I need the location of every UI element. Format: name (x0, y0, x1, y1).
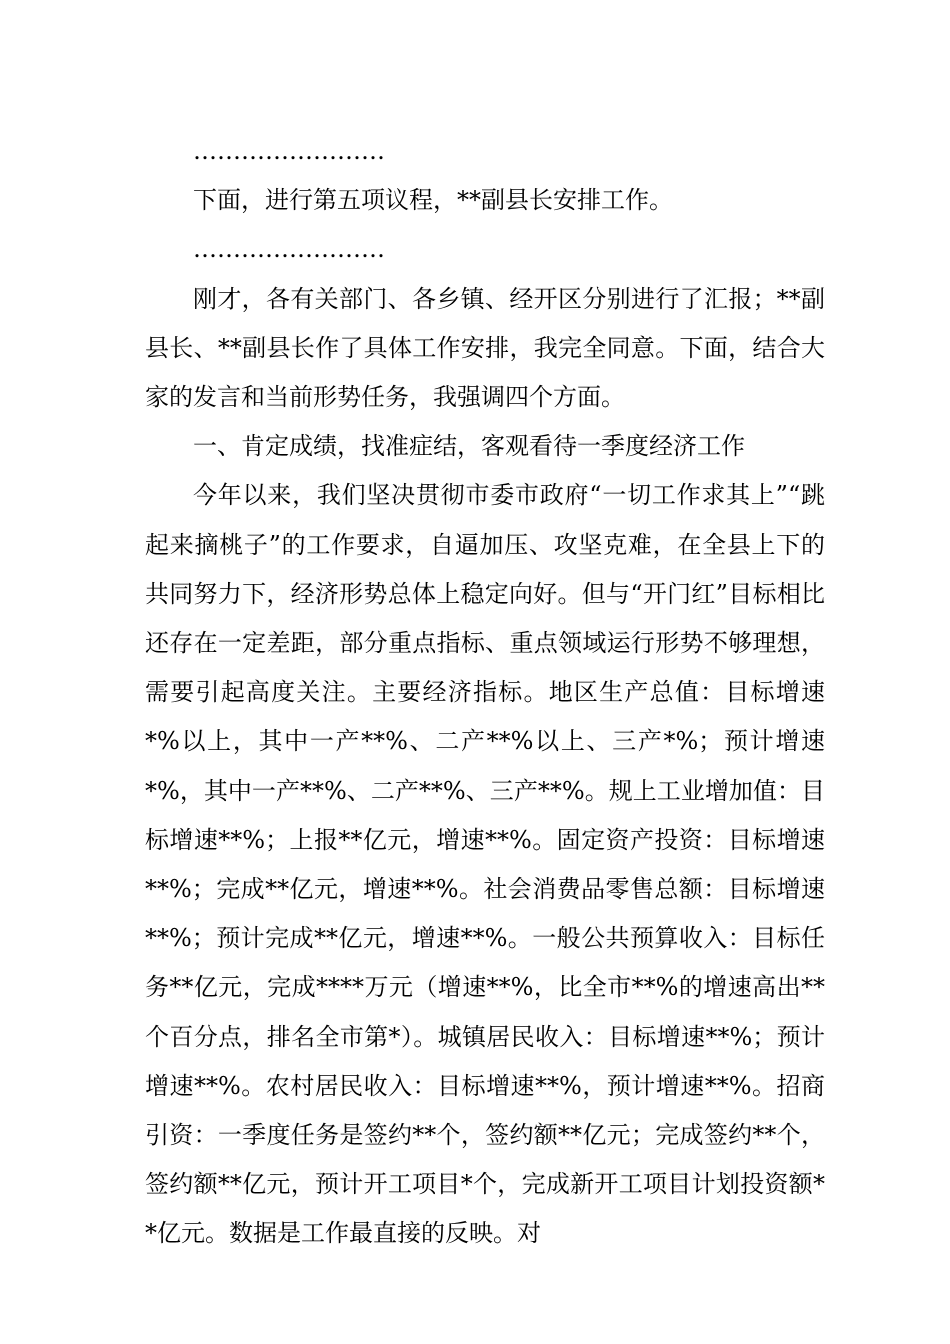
agenda-item-five: 下面，进行第五项议程，**副县长安排工作。 (193, 186, 673, 215)
ellipsis-separator: …………………… (193, 235, 385, 264)
ellipsis-separator: …………………… (193, 137, 385, 165)
document-body (145, 127, 825, 1259)
economic-indicators-paragraph: 今年以来，我们坚决贯彻市委市政府“一切工作求其上”“跳起来摘桃子”的工作要求，自逼加压、攻坚克难，在全县上下的共同努力下，经济形势总体上稳定向好。但与“开门红”目标相比还存在一定差距，部分重点指标、重点领域运行形势不够理想，需要引起高度关注。主要经济指标。地区生产总值：目标增速*%以上，其中一产**%、二产**%以上、三产*%；预计增速*%，其中一产**%、二产**%、三产**%。规上工业增加值：目标增速**%；上报**亿元，增速**%。固定资产投资：目标增速**%；完成**亿元，增速**%。社会消费品零售总额：目标增速**%；预计完成**亿元，增速**%。一般公共预算收入：目标任务**亿元，完成****万元（增速**%，比全市**%的增速高出**个百分点，排名全市第*）。城镇居民收入：目标增速**%；预计增速**%。农村居民收入：目标增速**%，预计增速**%。招商引资：一季度任务是签约**个，签约额**亿元；完成签约**个，签约额**亿元，预计开工项目*个，完成新开工项目计划投资额**亿元。数据是工作最直接的反映。对 (145, 481, 825, 1248)
section-heading-one: 一、肯定成绩，找准症结，客观看待一季度经济工作 (193, 432, 745, 461)
opening-paragraph: 刚才，各有关部门、各乡镇、经开区分别进行了汇报；**副县长、**副县长作了具体工作安排，我完全同意。下面，结合大家的发言和当前形势任务，我强调四个方面。 (145, 284, 825, 412)
